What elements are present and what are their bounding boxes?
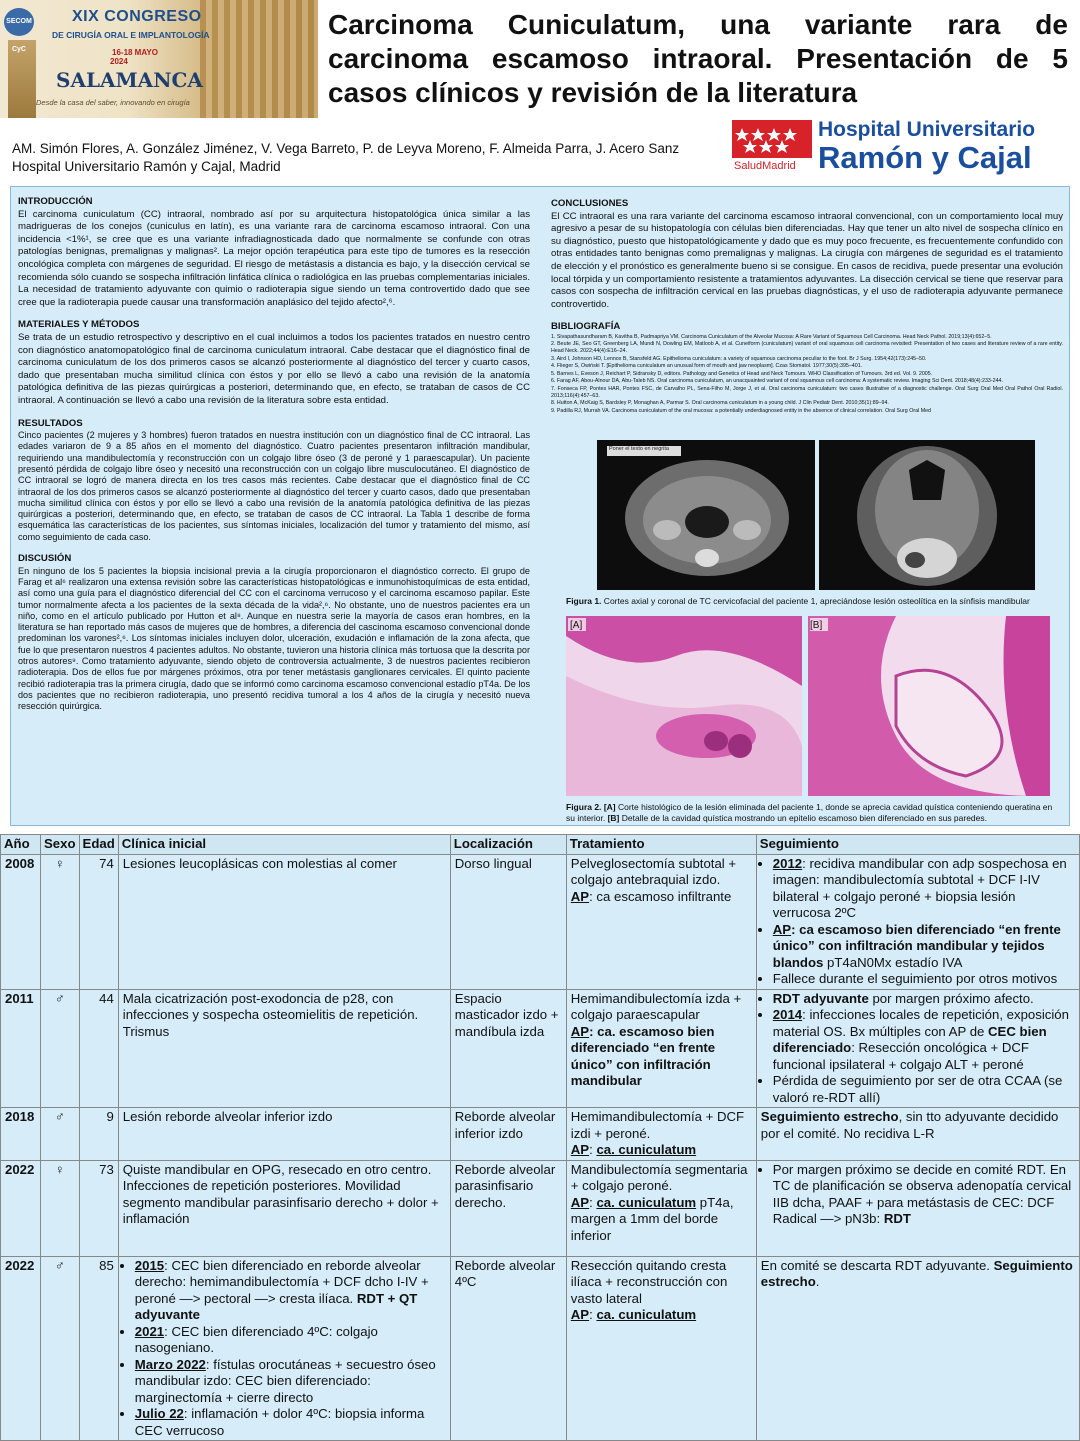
- bib-item: 7. Fonseca FP, Pontes HAR, Pontes FSC, de Carvalho PL, Sena-Filho M, Jorge J, et al. Oral carcinoma cuniculatum: two cases illustrative of a diagnostic challenge. Oral Surg Oral Med Oral Pathol Oral Radiol. 2013;116(4):457–63.: [551, 385, 1063, 399]
- figure-1-caption: Figura 1. Cortes axial y coronal de TC cervicofacial del paciente 1, apreciándose lesión osteolítica en la sínfisis mandibular: [566, 596, 1030, 606]
- col-header: Seguimiento: [756, 835, 1079, 855]
- left-column: [18, 196, 530, 723]
- female-icon: ♀: [41, 1160, 80, 1256]
- facade-image: [200, 0, 318, 118]
- male-icon: ♂: [41, 989, 80, 1108]
- hospital-logo-icon: [732, 120, 812, 182]
- table-header-row: [1, 835, 1080, 855]
- male-icon: ♂: [41, 1108, 80, 1161]
- authors-block: [12, 140, 712, 176]
- figure-1-inset-label: Poner el texto en negrita: [609, 446, 669, 452]
- results-text: Cinco pacientes (2 mujeres y 3 hombres) fueron tratados en nuestra institución con un diagnóstico final de CC intraoral. Las edades variaron de 9 a 85 años en el momento del diagnóstico. Cuatro pacientes presentaron infiltración mandibular, requiriendo una mandibulectomía y reconstrucción con un colgajo libre óseo (3 de peroné y 1 paraescapular). Un paciente presentó pérdida de colgajo libre óseo y necesitó una reconstrucción con un colgajo libre musculocutáneo. El diagnóstico de CC intraoral se logró de manera directa en los tres casos más recientes. Cabe destacar que el diagnóstico final de CC intraoral de los dos primeros casos se alcanzó posteriormente al diagnóstico del tercer y cuarto casos, dado que presentaban mucha similitud clínica con éstos y por ello se llevó a cabo una revisión de la anatomía patológica definitiva de las piezas quirúrgicas a posteriori, determinando que, en efecto, se trataban de casos de CC intraoral. La Tabla 1 describe de forma esquemática las características de los pacientes, sus síntomas iniciales, localización del tumor y tratamiento del mismo, así como seguimiento de cada caso.: [18, 430, 530, 542]
- bib-item: 5. Barnes L, Eveson J, Reichart P, Sidransky D, editors. Pathology and Genetics of Head and Neck Tumours. WHO Classification of Tumours. 3rd ed. Vol. 9. 2005.: [551, 370, 933, 377]
- intro-heading: INTRODUCCIÓN: [18, 196, 93, 207]
- table-row: 2022 ♀ 73 Quiste mandibular en OPG, resecado en otro centro. Infecciones de repetición posteriores. Movilidad segmento mandibular parasinfisario derecho + dolor + inflamación Reborde alveolar parasinfisario derecho. Mandibulectomía segmentaria + colgajo peroné. AP: ca. cuniculatum pT4a, margen a 1mm del borde inferior • Por margen próximo se decide en comité RDT. En TC de planificación se observa adenopatía cervical IIB dcha, PAAF + para metástasis de CEC: DCF Radical —> pN3b: RDT: [1, 1160, 1080, 1256]
- congress-subtitle: DE CIRUGÍA ORAL E IMPLANTOLOGÍA: [52, 30, 210, 40]
- poster-title: Carcinoma Cuniculatum, una variante rara de carcinoma escamoso intraoral. Presentación de 5 casos clínicos y revisión de la literatura: [328, 9, 1068, 108]
- figure-2-panel-a-label: [A]: [570, 620, 583, 631]
- bib-item: 8. Hutton A, McKaig S, Bardsley P, Monaghan A, Parmar S. Oral carcinoma cuniculatum in a young child. J Clin Pediatr Dent. 2010;35(1):89–94.: [551, 400, 889, 407]
- table-row: 2018 ♂ 9 Lesión reborde alveolar inferior izdo Reborde alveolar inferior izdo Hemimandibulectomía + DCF izdi + peroné. AP: ca. cuniculatum Seguimiento estrecho, sin tto adyuvante decidido por el comité. No recidiva L-R: [1, 1108, 1080, 1161]
- bib-item: 1. Sivapathasundharam B, Kavitha B, Padmapriya VM. Carcinoma Cuniculatum of the Alveolar Mucosa: A Rare Variant of Squamous Cell Carcinoma. Head Neck Pathol. 2019;13(4):652–5.: [551, 333, 992, 340]
- methods-heading: MATERIALES Y MÉTODOS: [18, 319, 140, 331]
- cases-table: [0, 834, 1080, 1441]
- col-header: Clínica inicial: [118, 835, 450, 855]
- discussion-heading: DISCUSIÓN: [18, 553, 72, 565]
- col-header: Tratamiento: [566, 835, 756, 855]
- male-icon: ♂: [41, 1256, 80, 1441]
- right-column: [551, 198, 1063, 415]
- results-heading: RESULTADOS: [18, 417, 83, 429]
- bibliography-heading: BIBLIOGRAFÍA: [551, 321, 621, 333]
- col-header: Año: [1, 835, 41, 855]
- methods-text: Se trata de un estudio retrospectivo y descriptivo en el cual incluimos a todos los pacientes tratados en nuestro centro con diagnóstico anatomopatológico final de carcinoma cuniculatum intraoral. Cabe destacar que el diagnóstico final de carcinoma cuniculatum de los dos primeros casos se alcanzó posteriormente al diagnóstico del tercer y cuarto casos, dado que presentaban mucha similitud clínica con éstos y por ello se llevó a cabo una revisión de la anatomía patológica definitiva de las piezas quirúrgicas a posteriori, determinando que, en efecto, se trataban de casos de CC intraoral. A continuación se llevó a cabo una revisión de la literatura sobre esta entidad.: [18, 331, 530, 406]
- bib-item: 2. Beute JE, Seo GT, Greenberg LA, Mundi N, Dowling EM, Matloob A, et al. Cuneiform (cuniculatum) variant of oral squamous cell carcinoma revisited: Presentation of two cases and literature review of a rare entity. Head Neck. 2022;44(4):E16–24.: [551, 341, 1063, 355]
- bib-item: 3. Aird I, Johnson HD, Lennox B, Stansfeld AG. Epithelioma cuniculatum: a variety of squamous carcinoma peculiar to the foot. Br J Surg. 1954;42(173):245–50.: [551, 355, 927, 362]
- discussion-text: En ninguno de los 5 pacientes la biopsia incisional previa a la cirugía proporcionaron el diagnóstico correcto. El grupo de Farag et al⁶ realizaron una extensa revisión sobre las características histopatológicas e inmunohistoquímicas de esta entidad, así como una guía para el diagnóstico diferencial del CC con el carcinoma verrucoso y el carcinoma escamoso papilar. Este tumor normalmente afecta a los pacientes de la sexta década de la vida²,⁶. No obstante, uno de nuestros pacientes era un niño, como en el artículo publicado por Hutton et al⁸. Aunque en nuestra serie la mayoría de casos eran hombres, en la literatura se han reportado más casos de mujeres que de hombres, a diferencia del cascinoma escamoso convencional donde predominan los varones²,⁶. Los síntomas iniciales incluyen dolor, ulceración, exudación e inflamación de la zona afecta, que fue lo que presentaron nuestros 4 pacientes adultos. No obstante, tuvieron una historia clínica más tortuosa que la descrita por otros autores⁹. Como tratamiento adyuvante, siendo objeto de controversia actualmente, 3 de nuestros pacientes recibieron radioterapia. Dos de ellos fue por márgenes próximos, otra por tener metástasis ganglionares cervicales. El quinto paciente recibió radioterapia tras la primera cirugía, dado que se informó como carcinoma escamoso convencional estadío pT4a. De los dos pacientes que no recibieron radioterapia, uno presentó recidiva tumoral a los 4 años de la cirugía y necesitó nueva resección quirúrgica.: [18, 565, 530, 712]
- bib-item: 6. Farag AF, Abou-Alnour DA, Abu-Taleb NS. Oral carcinoma cuniculatum, an unacquainted variant of oral squamous cell carcinoma: A systematic review. Imaging Sci Dent. 2018;48(4):233-244.: [551, 378, 1003, 385]
- hospital-name-line2: Ramón y Cajal: [818, 140, 1032, 175]
- affiliation: Hospital Universitario Ramón y Cajal, Madrid: [12, 159, 281, 174]
- figure-1-ct-images: [597, 440, 1035, 590]
- authors: AM. Simón Flores, A. González Jiménez, V. Vega Barreto, P. de Leyva Moreno, F. Almeida Parra, J. Acero Sanz: [12, 141, 680, 156]
- figure-2-panel-b-label: [B]: [810, 620, 823, 631]
- bibliography-list: [551, 334, 1063, 415]
- table-row: 2008 ♀ 74 Lesiones leucoplásicas con molestias al comer Dorso lingual Pelveglosectomía subtotal + colgajo antebraquial izdo. AP: ca escamoso infiltrante • 2012: recidiva mandibular con adp sospechosa en imagen: mandibulectomía subtotal + DCF I-IV bilateral + colgajo peroné + biopsia lesión verrucosa 2ºC • AP: ca escamoso bien diferenciado “en frente único” con infiltración mandibular y tejidos blandos pT4aN0Mx estadío IVA • Fallece durante el seguimiento por otros motivos: [1, 854, 1080, 989]
- congress-year: 2024: [110, 57, 128, 66]
- female-icon: ♀: [41, 854, 80, 989]
- hospital-name-line1: Hospital Universitario: [818, 118, 1036, 141]
- intro-text: El carcinoma cuniculatum (CC) intraoral, nombrado así por su arquitectura histopatológica única similar a las madrigueras de los conejos (cuniculus en latín), es una variante rara de carcinoma escamoso intraoral. Con una incidencia <1%¹, se cree que es una variante infradiagnosticada dado que normalmente se confunde con otras patologías benignas, premalignas y malignas². La mejor opción terapéutica para este tipo de tumores es la resección oncológica completa con márgenes de seguridad. El riesgo de metástasis a distancia es bajo, y la disección cervical se recomienda sólo cuando se sospecha infiltración linfática clínica o radiológica en las pruebas complementarias iniciales. La necesidad de tratamiento adyuvante con quimio o radioterapia sigue siendo un tema controvertido dado que see cree que la radioterapia puede causar una transformación anaplásico del tejido afecto²,⁶.: [18, 208, 530, 308]
- figure-2-caption: Figura 2. [A] Corte histológico de la lesión eliminada del paciente 1, donde se aprecia cavidad quística conteniendo queratina en su interior. [B] Detalle de la cavidad quística mostrando un epitelio escamoso bien diferenciado en sus paredes.: [566, 802, 1053, 823]
- col-header: Sexo: [41, 835, 80, 855]
- conclusions-text: El CC intraoral es una rara variante del carcinoma escamoso intraoral convencional, con un comportamiento local muy agresivo a pesar de su histopatología con células bien diferenciadas. Hay que tener un alto nivel de sospecha clínico en su diagnóstico, puesto que histopatológicamente y dado que es muy poco frecuente, es frecuentemente confundido con otras entidades tanto benignas como premalignas y malignas. La cirugía con márgenes de seguridad es el tratamiento de elección y el pronóstico es generalmente bueno si se consigue. En casos de recidiva, puede presentar una evolución local tórpida y un comportamiento resistente a tratamientos adyuvantes. La disección cervical se tiene que reservar para casos con sospecha de infiltración cervical en las pruebas diagnósticas, y el uso de radioterapia adyuvante permanece controvertido.: [551, 210, 1063, 310]
- table-row: 2022 ♂ 85 • 2015: CEC bien diferenciado en reborde alveolar derecho: hemimandibulectomía + DCF dcho I-IV + peroné —> pectoral —> cresta ilíaca. RDT + QT adyuvante • 2021: CEC bien diferenciado 4ºC: colgajo nasogeniano. • Marzo 2022: fístulas orocutáneas + secuestro óseo mandibular izdo: CEC bien diferenciado: marginectomía + cierre directo • Julio 22: inflamación + dolor 4ºC: biopsia informa CEC verrucoso Reborde alveolar 4ºC Resección quitando cresta ilíaca + reconstrucción con vasto lateral AP: ca. cuniculatum En comité se descarta RDT adyuvante. Seguimiento estrecho.: [1, 1256, 1080, 1441]
- col-header: Edad: [79, 835, 118, 855]
- salud-madrid-label: SaludMadrid: [734, 160, 796, 172]
- secom-logo: SECOM CyC: [4, 8, 34, 36]
- congress-banner: [0, 0, 318, 118]
- figure-2-histology-images: [566, 616, 1050, 796]
- congress-city: SALAMANCA: [56, 68, 203, 92]
- hospital-name: [818, 118, 1035, 174]
- bib-item: 9. Padilla RJ, Murrah VA. Carcinoma cuniculatum of the oral mucosa: a potentially underdiagnosed entity in the absence of clinical correlation. Oral Surg Oral Med: [551, 407, 931, 414]
- bib-item: 4. Flieger S, Owiński T. [Epithelioma cuniculatum an unusual form of mouth and jaw neoplasm]. Czas Stomatol. 1977;30(5):395–401.: [551, 363, 863, 370]
- congress-motto: Desde la casa del saber, innovando en cirugía: [36, 98, 190, 107]
- congress-dates: 16-18 MAYO: [112, 48, 158, 57]
- congress-title: XIX CONGRESO: [72, 8, 202, 25]
- col-header: Localización: [450, 835, 566, 855]
- conclusions-heading: CONCLUSIONES: [551, 198, 629, 209]
- table-row: 2011 ♂ 44 Mala cicatrización post-exodoncia de p28, con infecciones y sospecha osteomielitis de repetición. Trismus Espacio masticador izdo + mandíbula izda Hemimandibulectomía izda + colgajo paraescapular AP: ca. escamoso bien diferenciado “en frente único” con infiltración mandibular • RDT adyuvante por margen próximo afecto. • 2014: infecciones locales de repetición, exposición material OS. Bx múltiples con AP de CEC bien diferenciado: Resección oncológica + DCF funcional ipsilateral + colgajo ALT + peroné • Pérdida de seguimiento por ser de otra CCAA (se valoró re-RDT allí): [1, 989, 1080, 1108]
